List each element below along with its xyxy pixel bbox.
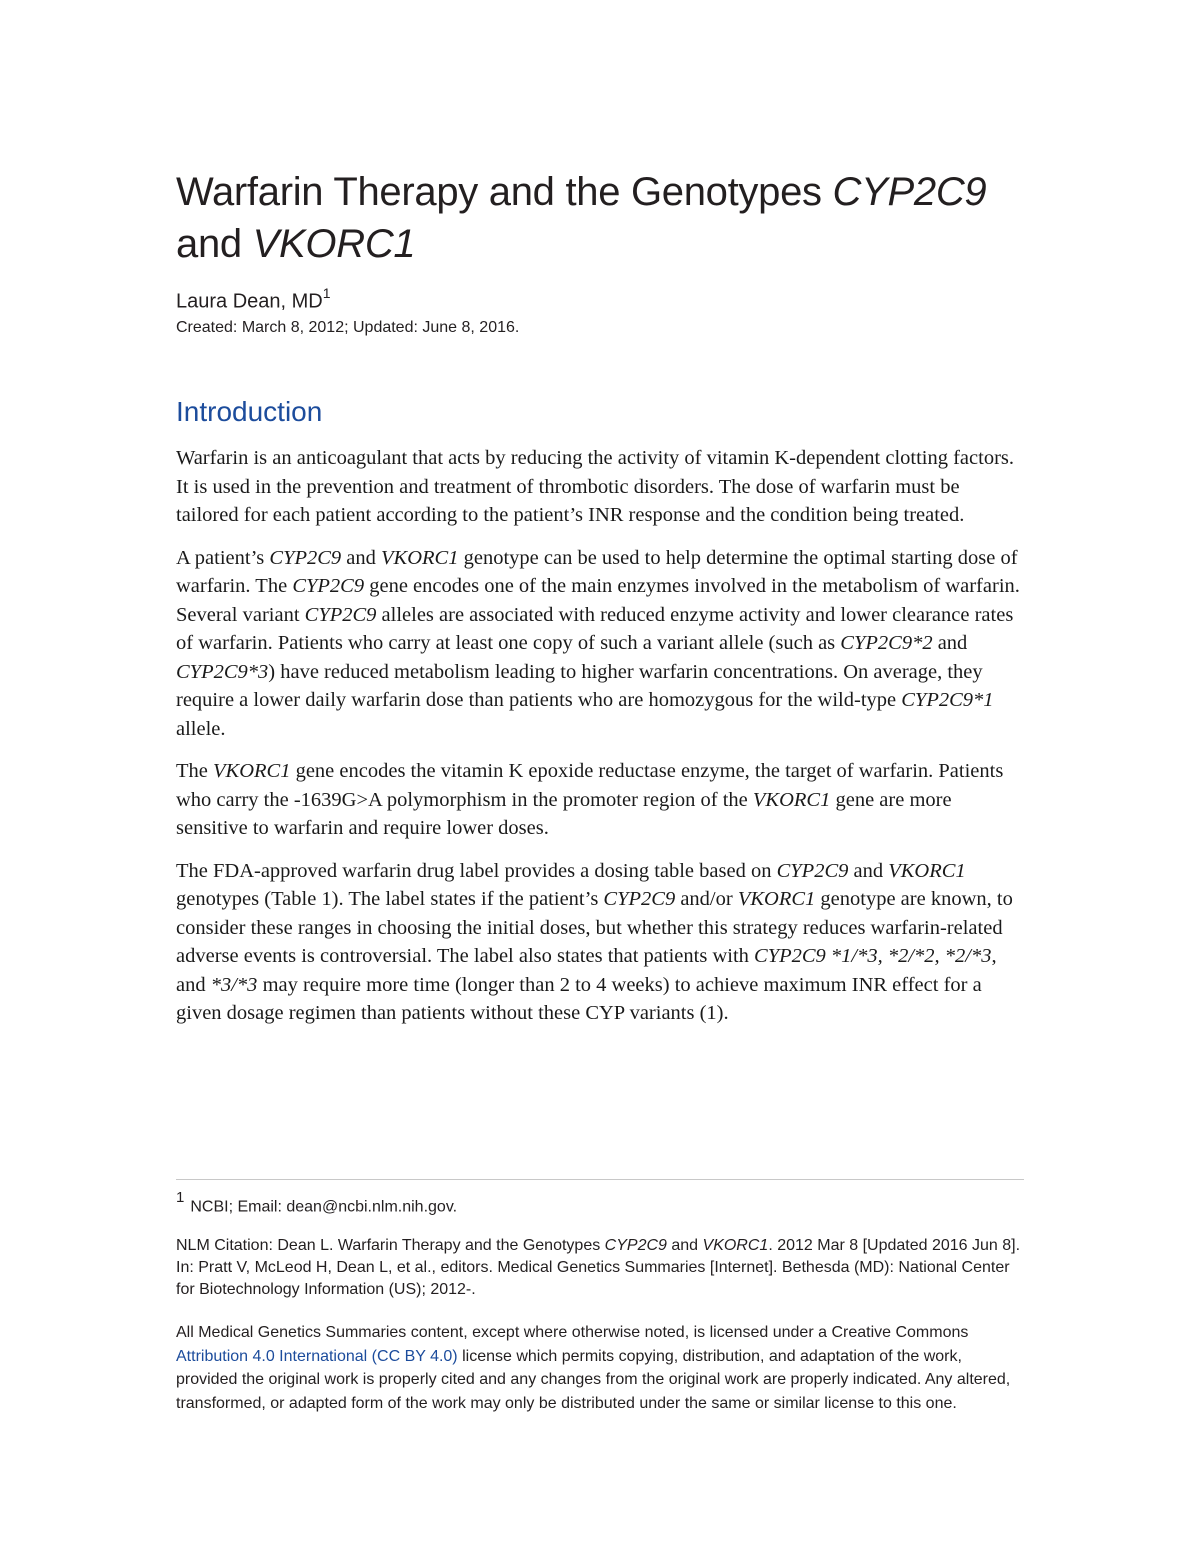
gene-name: CYP2C9 <box>603 888 676 910</box>
author-affiliation-marker[interactable]: 1 <box>322 285 331 301</box>
paragraph-1: Warfarin is an anticoagulant that acts by reducing the activity of vitamin K-dependent clotting factors. It is used in the prevention and treatment of thrombotic disorders. The dose of warfarin must be tailored for each patient according to the patient’s INR response and the condition being treated. <box>176 447 1014 526</box>
text-run: gene encodes one of the main enzymes involved in the metabolism of warfarin. Several variant <box>176 575 1020 626</box>
author-name: Laura Dean, MD <box>176 290 323 313</box>
text-run: genotype are known, to consider these ranges in choosing the initial doses, but whether this strategy reduces warfarin-related adverse events is controversial. The label also states that patients with <box>176 888 1013 967</box>
gene-name: CYP2C9 <box>304 603 377 626</box>
genotype-name: *3/*3 <box>210 973 258 996</box>
text-run: allele. <box>176 717 226 740</box>
title-gene-cyp2c9: CYP2C9 <box>832 170 987 214</box>
gene-name: CYP2C9 <box>604 1237 667 1254</box>
text-run: gene are more sensitive to warfarin and require lower doses. <box>176 788 952 839</box>
text-run: and <box>848 859 889 882</box>
publication-dates: Created: March 8, 2012; Updated: June 8, 2016. <box>176 319 520 336</box>
gene-name: VKORC1 <box>737 888 816 910</box>
footnote-divider <box>176 1179 1024 1180</box>
text-run: ) have reduced metabolism leading to higher warfarin concentrations. On average, they require a lower daily warfarin dose than patients who are homozygous for the wild-type <box>176 660 983 711</box>
title-gene-vkorc1: VKORC1 <box>252 222 416 266</box>
text-run: license which permits copying, distribution, and adaptation of the work, provided the original work is properly cited and any changes from the original work are properly indicated. Any altered, transformed, or adapted form of the work may only be distributed under the same or similar license to this one. <box>176 1347 1011 1412</box>
allele-name: CYP2C9*2 <box>840 632 933 654</box>
text-run: and <box>666 1237 703 1254</box>
gene-name: VKORC1 <box>752 788 831 811</box>
nlm-citation <box>176 1235 1024 1301</box>
gene-name: CYP2C9 <box>292 575 365 597</box>
footnote-marker: 1 <box>176 1189 185 1206</box>
allele-name: CYP2C9*3 <box>176 660 269 683</box>
text-run: All Medical Genetics Summaries content, except where otherwise noted, is licensed under a Creative Commons <box>176 1324 969 1341</box>
text-run: and <box>932 632 968 654</box>
document-title <box>176 166 1024 270</box>
paragraph-4 <box>176 857 1024 1028</box>
introduction-body <box>176 444 1024 1042</box>
text-run: genotypes (Table 1). The label states if the patient’s <box>176 888 604 910</box>
text-run: gene encodes the vitamin K epoxide reductase enzyme, the target of warfarin. Patients who carry the -1639G>A polymorphism in the promoter region of the <box>176 760 1004 811</box>
footnote-text: NCBI; Email: dean@ncbi.nlm.nih.gov. <box>190 1198 458 1216</box>
footnote <box>176 1190 457 1218</box>
text-run: A patient’s <box>176 546 270 569</box>
text-run: NLM Citation: Dean L. Warfarin Therapy and the Genotypes <box>176 1237 605 1254</box>
text-run: and <box>341 546 382 569</box>
text-run: genotype can be used to help determine the optimal starting dose of warfarin. The <box>176 546 1018 597</box>
license-notice <box>176 1321 1024 1415</box>
section-heading-introduction: Introduction <box>176 396 323 427</box>
genotype-list: CYP2C9 *1/*3, *2/*2, *2/*3 <box>754 945 992 967</box>
allele-name: CYP2C9*1 <box>901 689 994 711</box>
paragraph-3 <box>176 757 1024 843</box>
gene-name: VKORC1 <box>888 859 966 882</box>
cc-by-license-link[interactable]: Attribution 4.0 International (CC BY 4.0) <box>176 1347 458 1365</box>
gene-name: VKORC1 <box>702 1237 769 1254</box>
text-run: may require more time (longer than 2 to 4 weeks) to achieve maximum INR effect for a given dosage regimen than patients without these CYP variants (1). <box>176 973 982 1024</box>
text-run: alleles are associated with reduced enzyme activity and lower clearance rates of warfarin. Patients who carry at least one copy of such a variant allele (such as <box>176 603 1014 654</box>
gene-name: CYP2C9 <box>269 546 342 569</box>
paragraph-2 <box>176 544 1024 744</box>
title-text-and: and <box>176 222 253 266</box>
text-run: The FDA-approved warfarin drug label provides a dosing table based on <box>176 859 777 882</box>
title-text: Warfarin Therapy and the Genotypes <box>176 170 833 214</box>
gene-name: VKORC1 <box>213 760 291 782</box>
text-run: . 2012 Mar 8 [Updated 2016 Jun 8]. In: Pratt V, McLeod H, Dean L, et al., editors. Medical Genetics Summaries [Internet]. Bethesda (MD): National Center for Biotechnology Information (US); 2012-. <box>176 1237 1021 1298</box>
text-run: and/or <box>675 888 738 910</box>
gene-name: CYP2C9 <box>776 859 849 882</box>
text-run: , and <box>176 945 997 996</box>
text-run: The <box>176 760 213 782</box>
author-line <box>176 281 331 316</box>
gene-name: VKORC1 <box>381 546 459 569</box>
